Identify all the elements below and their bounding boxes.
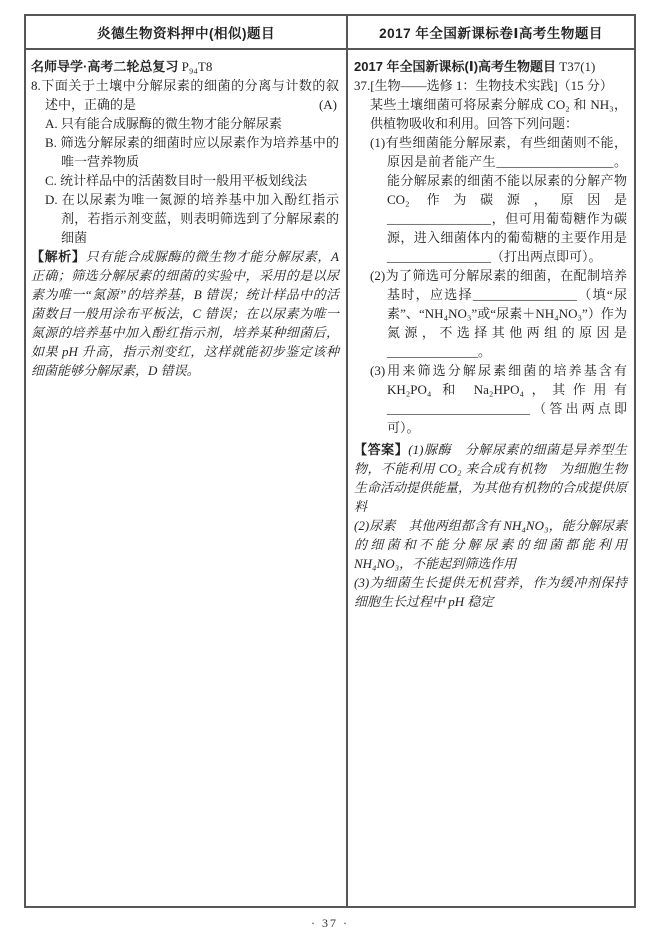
comparison-table bbox=[24, 14, 636, 908]
analysis-paragraph bbox=[31, 247, 339, 380]
option-b bbox=[31, 133, 339, 171]
header-cell-similar-title bbox=[26, 16, 348, 48]
option-a-text: 只有能合成脲酶的微生物才能分解尿素 bbox=[60, 116, 282, 131]
item-2-label: (2) bbox=[370, 268, 386, 283]
page-number: · 37 · bbox=[311, 916, 349, 930]
header-cell-exam-title bbox=[348, 16, 634, 48]
item-3-label: (3) bbox=[370, 363, 386, 378]
table-body-row bbox=[26, 50, 634, 906]
option-a bbox=[31, 114, 339, 133]
right-column-title: 2017 年全国新课标卷Ⅰ高考生物题目 bbox=[379, 26, 603, 41]
right-source-name: 2017 年全国新课标(Ⅰ)高考生物题目 bbox=[354, 59, 557, 74]
answer-1-text: (1)脲酶 分解尿素的细菌是异养型生物，不能利用 CO₂ 来合成有机物 为细胞生物生命活动提供能量，为其他有机物的合成提供原料 bbox=[354, 442, 628, 514]
question-37-intro: 某些土壤细菌可将尿素分解成 CO₂ 和 NH₃，供植物吸收和利用。回答下列问题： bbox=[370, 97, 627, 131]
answer-3-text: (3)为细菌生长提供无机营养，作为缓冲剂保持细胞生长过程中 pH 稳定 bbox=[354, 575, 627, 609]
right-source-ref: T37(1) bbox=[556, 59, 596, 74]
analysis-label: 【解析】 bbox=[31, 249, 86, 264]
option-b-label: B. bbox=[45, 135, 57, 150]
question-37-title: [生物——选修 1：生物技术实践]（15 分） bbox=[370, 78, 613, 93]
item-1-label: (1) bbox=[370, 135, 386, 150]
option-d-label: D. bbox=[45, 192, 58, 207]
item-2-text: 为了筛选可分解尿素的细菌，在配制培养基时，应选择________________（填“尿素”、“NH₄NO₃”或“尿素＋NH₄NO₃”）作为氮源，不选择其他两组的原因是______________。 bbox=[385, 268, 627, 359]
question-8-answer-key: (A) bbox=[318, 97, 337, 112]
option-a-label: A. bbox=[45, 116, 58, 131]
option-c-label: C. bbox=[45, 173, 57, 188]
right-column bbox=[348, 50, 634, 906]
answer-paragraph-3 bbox=[354, 573, 627, 611]
answer-2-text: (2)尿素 其他两组都含有 NH₄NO₃，能分解尿素的细菌和不能分解尿素的细菌都能利用 NH₄NO₃，不能起到筛选作用 bbox=[354, 518, 627, 571]
left-source-line bbox=[31, 57, 339, 76]
answer-label: 【答案】 bbox=[354, 442, 409, 457]
left-column bbox=[26, 50, 348, 906]
question-8-number: 8. bbox=[31, 78, 41, 93]
question-37-item-2 bbox=[354, 266, 627, 361]
option-b-text: 筛选分解尿素的细菌时应以尿素作为培养基中的唯一营养物质 bbox=[60, 135, 339, 169]
question-8-stem bbox=[31, 76, 339, 114]
table-header-row bbox=[26, 16, 634, 50]
answers-block bbox=[354, 440, 627, 611]
question-37-title-line bbox=[354, 76, 627, 95]
left-column-title: 炎德生物资料押中(相似)题目 bbox=[97, 26, 275, 41]
analysis-text: 只有能合成脲酶的微生物才能分解尿素，A 正确；筛选分解尿素的细菌的实验中，采用的是以尿素为唯一“氮源”的培养基，B 错误；统计样品中的活菌数目一般用涂布平板法，C 错误；在以尿素为唯一氮源的培养基中加入酚红指示剂，培养某种细菌后，如果 pH 升高，指示剂变红，这样就能初步鉴定该种细菌能够分解尿素，D 错误。 bbox=[31, 249, 339, 378]
option-d-text: 在以尿素为唯一氮源的培养基中加入酚红指示剂，若指示剂变蓝，则表明筛选到了分解尿素的细菌 bbox=[61, 192, 339, 245]
question-8-text: 下面关于土壤中分解尿素的细菌的分离与计数的叙述中，正确的是 bbox=[40, 78, 339, 112]
option-d bbox=[31, 190, 339, 247]
right-source-line bbox=[354, 57, 627, 76]
question-37-number: 37. bbox=[354, 78, 371, 93]
option-c bbox=[31, 171, 339, 190]
left-source-name: 名师导学·高考二轮总复习 bbox=[31, 59, 179, 74]
item-1-text: 有些细菌能分解尿素，有些细菌则不能，原因是前者能产生__________________。能分解尿素的细菌不能以尿素的分解产物 CO₂ 作为碳源，原因是________________，但可用葡萄糖作为碳源，进入细菌体内的葡萄糖的主要作用是________________（打出两点即可）。 bbox=[385, 135, 627, 264]
answer-paragraph-1 bbox=[354, 440, 627, 516]
item-3-text: 用来筛选分解尿素细菌的培养基含有 KH₂PO₄ 和 Na₂HPO₄，其作用有______________________（答出两点即可）。 bbox=[385, 363, 627, 435]
question-37-item-3 bbox=[354, 361, 627, 437]
answer-paragraph-2 bbox=[354, 516, 627, 573]
question-37-item-1 bbox=[354, 133, 627, 266]
option-c-text: 统计样品中的活菌数目时一般用平板划线法 bbox=[60, 173, 308, 188]
left-source-ref: P₉₄T8 bbox=[178, 59, 213, 74]
